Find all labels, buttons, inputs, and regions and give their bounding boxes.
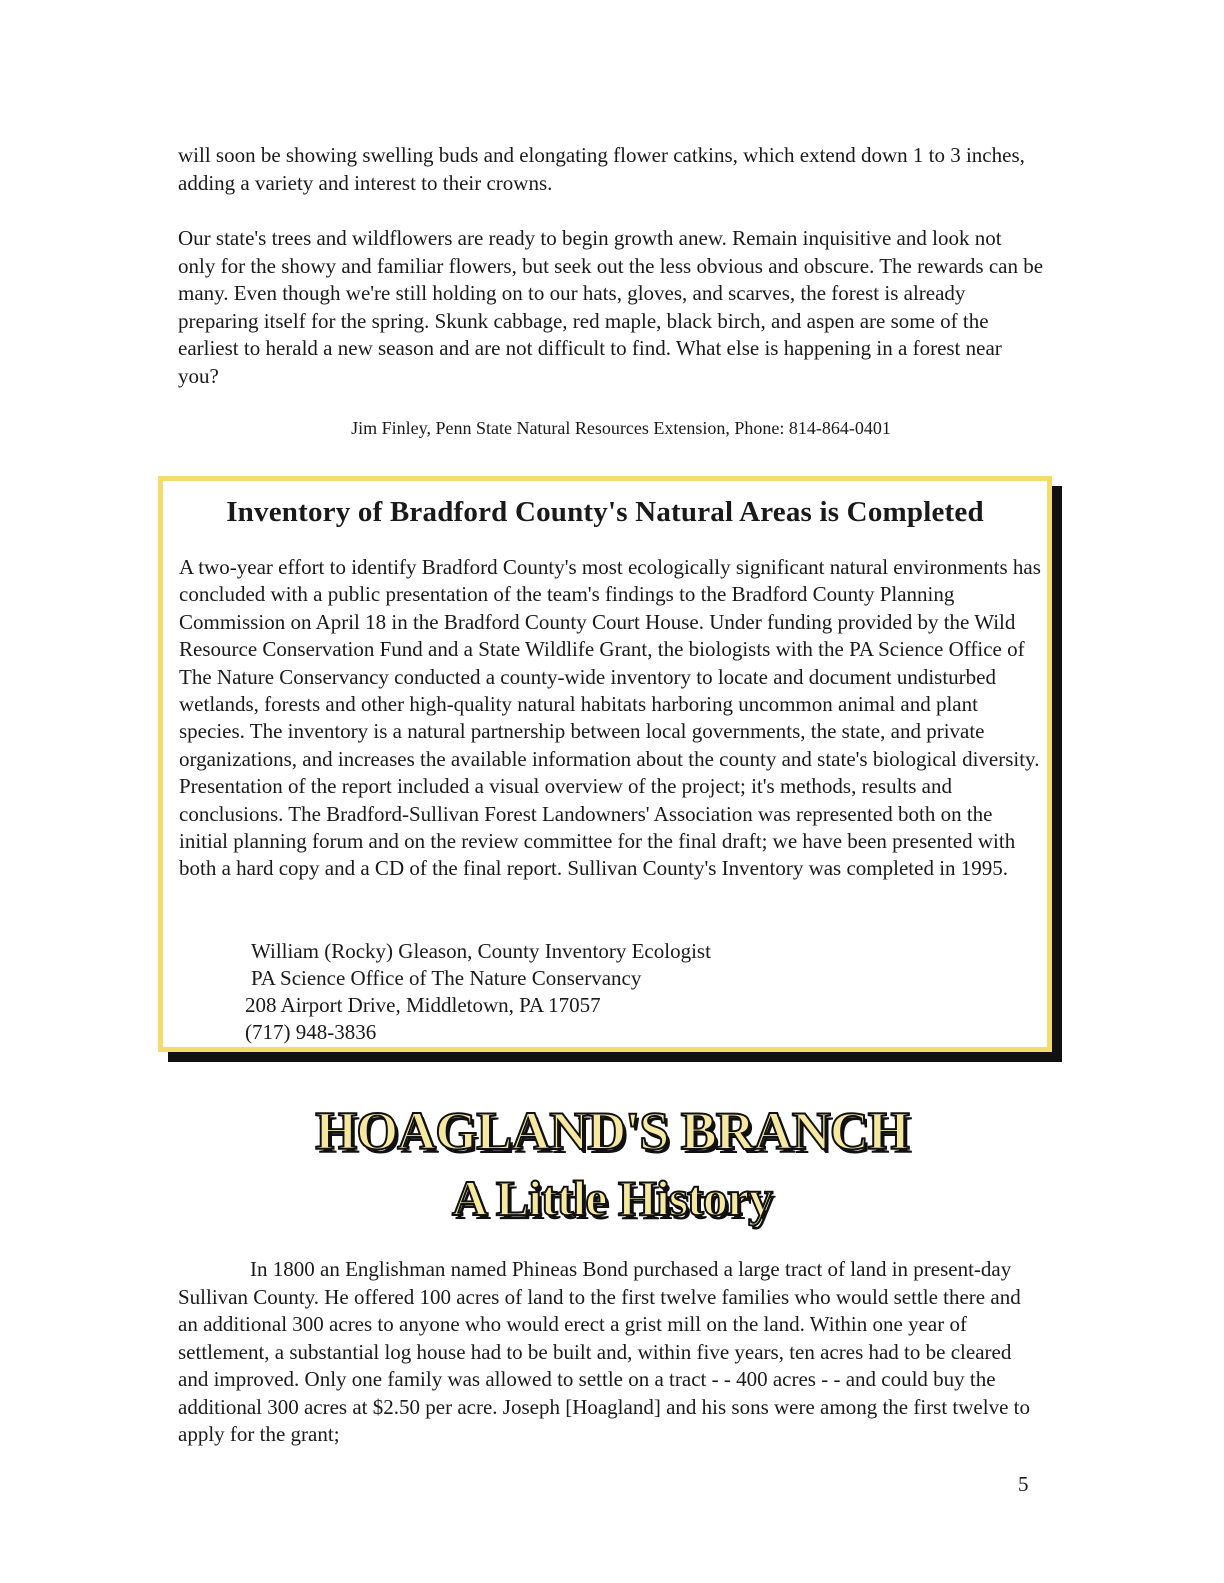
contact-phone: (717) 948-3836	[245, 1020, 377, 1044]
article-title: Inventory of Bradford County's Natural Areas is Completed	[226, 496, 984, 528]
contact-name: William (Rocky) Gleason, County Inventory Ecologist	[251, 939, 711, 963]
history-subheading: A Little History	[451, 1170, 773, 1226]
intro-paragraph-2: Our state's trees and wildflowers are ready to begin growth anew. Remain inquisitive and look not only for the showy and familiar flowers, but seek out the less obvious and obscure. The rewards can be many. Even though we're still holding on to our hats, gloves, and scarves, the forest is already preparing itself for the spring. Skunk cabbage, red maple, black birch, and aspen are some of the earliest to herald a new season and are not difficult to find. What else is happening in a forest near you?	[178, 226, 1044, 388]
contact-address: 208 Airport Drive, Middletown, PA 17057	[245, 993, 601, 1017]
contact-organization: PA Science Office of The Nature Conservancy	[251, 966, 642, 990]
author-byline: Jim Finley, Penn State Natural Resources Extension, Phone: 814-864-0401	[351, 418, 891, 438]
article-body: A two-year effort to identify Bradford County's most ecologically significant natural environments has concluded with a public presentation of the team's findings to the Bradford County Planning Commission on April 18 in the Bradford County Court House. Under funding provided by the Wild Resource Conservation Fund and a State Wildlife Grant, the biologists with the PA Science Office of The Nature Conservancy conducted a county-wide inventory to locate and document undisturbed wetlands, forests and other high-quality natural habitats harboring uncommon animal and plant species. The inventory is a natural partnership between local governments, the state, and private organizations, and increases the available information about the county and state's biological diversity. Presentation of the report included a visual overview of the project; it's methods, results and conclusions. The Bradford-Sullivan Forest Landowners' Association was represented both on the initial planning forum and on the review committee for the final draft; we have been presented with both a hard copy and a CD of the final report. Sullivan County's Inventory was completed in 1995.	[179, 555, 1041, 881]
inventory-article-box	[158, 476, 1052, 1052]
history-paragraph: In 1800 an Englishman named Phineas Bond purchased a large tract of land in present-day Sullivan County. He offered 100 acres of land to the first twelve families who would settle there and an additional 300 acres to anyone who would erect a grist mill on the land. Within one year of settlement, a substantial log house had to be built and, within five years, ten acres had to be cleared and improved. Only one family was allowed to settle on a tract - - 400 acres - - and could buy the additional 300 acres at $2.50 per acre. Joseph [Hoagland] and his sons were among the first twelve to apply for the grant;	[178, 1257, 1030, 1446]
history-heading: HOAGLAND'S BRANCH	[315, 1101, 909, 1161]
intro-paragraph-1: will soon be showing swelling buds and elongating flower catkins, which extend down 1 to 3 inches, adding a variety and interest to their crowns.	[178, 143, 1025, 195]
page-number: 5	[1018, 1472, 1029, 1496]
